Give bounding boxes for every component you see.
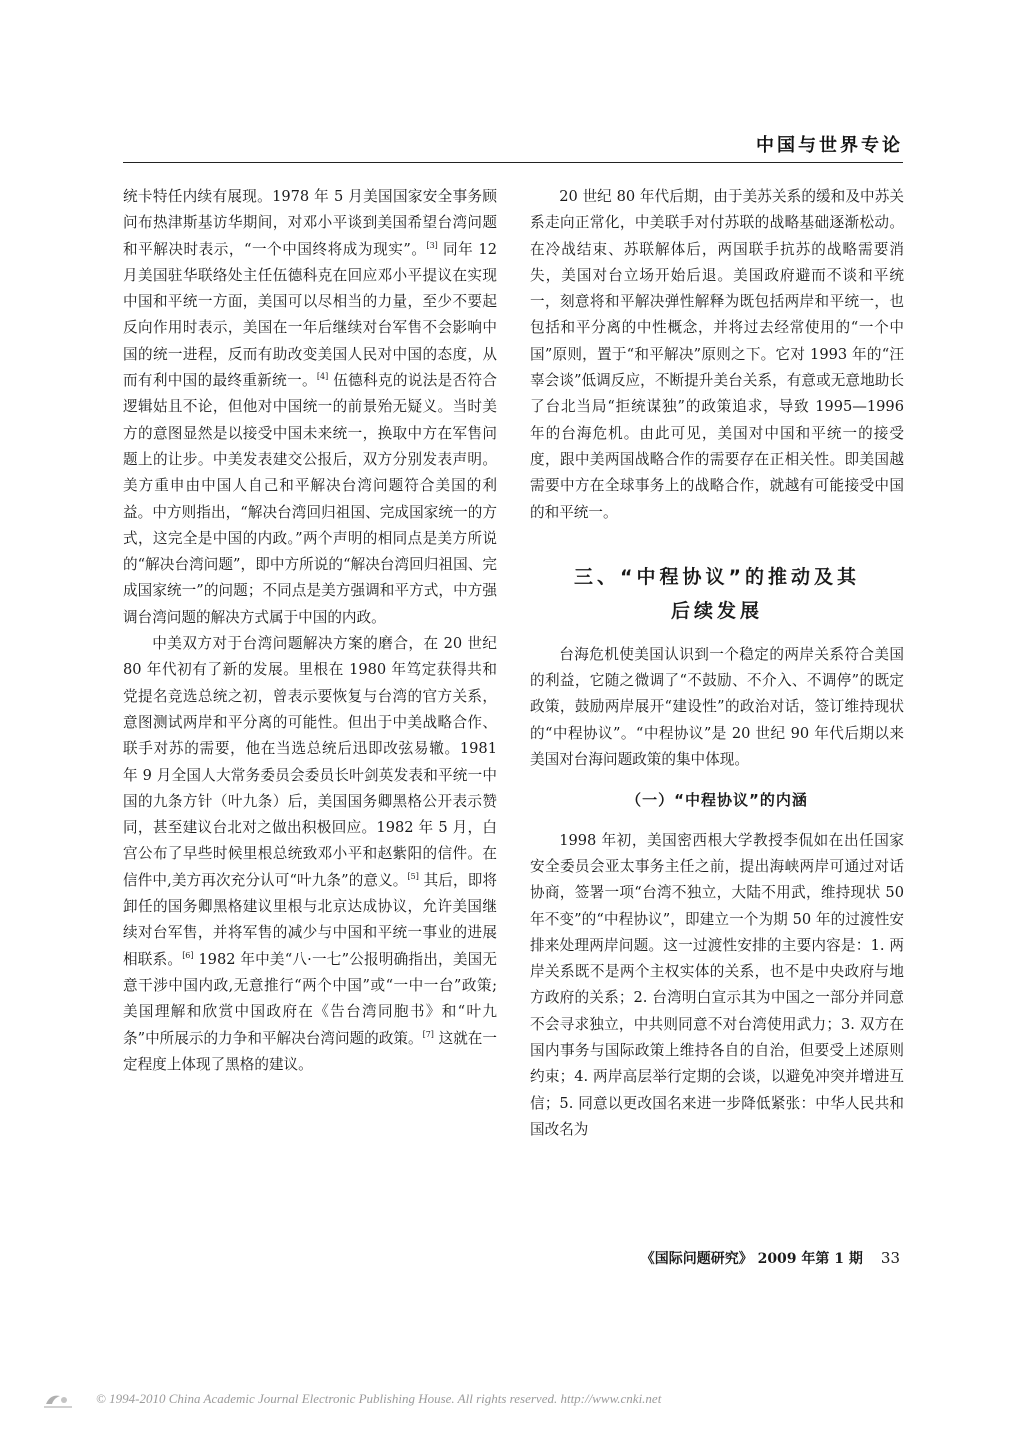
text-run: 其后，即将卸任的国务卿黑格建议里根与北京达成协议，允许美国继续对台军售，并将军售的减少与中国和平统一事业的进展相联系。 (123, 871, 498, 968)
text-run: 这就在一定程度上体现了黑格的建议。 (123, 1029, 497, 1073)
citation-marker: [7] (422, 1029, 434, 1039)
copyright-bar (40, 1390, 840, 1410)
body-paragraph (123, 631, 497, 1078)
text-run: 中美双方对于台湾问题解决方案的磨合，在 20 世纪 80 年代初有了新的发展。里根在 1980 年笃定获得共和党提名竞选总统之初，曾表示要恢复与台湾的官方关系，意图测试两岸和平分离的可能性。但出于中美战略合作、联手对苏的需要，他在当选总统后迅即改弦易辙。1981 年 9 月全国人大常务委员会委员长叶剑英发表和平统一中国的九条方针（叶九条）后，美国国务卿黑格公开表示赞同，甚至建议台北对之做出积极回应。1982 年 5 月，白宫公布了早些时候里根总统致邓小平和赵紫阳的信件。在信件中,美方再次充分认可“叶九条”的意义。 (123, 635, 497, 889)
cnki-logo-icon (40, 1390, 76, 1410)
body-paragraph: 20 世纪 80 年代后期，由于美苏关系的缓和及中苏关系走向正常化，中美联手对付苏联的战略基础逐渐松动。在冷战结束、苏联解体后，两国联手抗苏的战略需要消失，美国对台立场开始后退。美国政府避而不谈和平统一，刻意将和平解决弹性解释为既包括两岸和平统一，也包括和平分离的中性概念，并将过去经常使用的“一个中国”原则，置于“和平解决”原则之下。它对 1993 年的“汪辜会谈”低调反应，不断提升美台关系，有意或无意地助长了台北当局“拒统谋独”的政策追求，导致 1995—1996 年的台海危机。由此可见，美国对中国和平统一的接受度，跟中美两国战略合作的需要存在正相关性。即美国越需要中方在全球事务上的战略合作，就越有可能接受中国的和平统一。 (530, 188, 904, 521)
page-number: 33 (880, 1249, 900, 1267)
running-header (123, 131, 903, 163)
page-footer (440, 1248, 900, 1268)
journal-citation: 《国际问题研究》 2009 年第 1 期 (640, 1251, 863, 1267)
citation-marker: [5] (407, 871, 419, 881)
copyright-text: © 1994-2010 China Academic Journal Electronic Publishing House. All rights reserved. http://www.cnki.net (96, 1390, 662, 1406)
citation-marker: [6] (182, 950, 194, 960)
citation-marker: [4] (316, 372, 329, 382)
subsection-heading: （一）“中程协议”的内涵 (626, 791, 808, 810)
text-run: 伍德科克的说法是否符合逻辑姑且不论，但他对中国统一的前景殆无疑义。当时美方的意图显然是以接受中国未来统一，换取中方在军售问题上的让步。中美发表建交公报后，双方分别发表声明。美方重申由中国人自己和平解决台湾问题符合美国的利益。中方则指出，“解决台湾回归祖国、完成国家统一的方式，这完全是中国的内政。”两个声明的相同点是美方所说的“解决台湾问题”，即中方所说的“解决台湾回归祖国、完成国家统一”的问题；不同点是美方强调和平方式，中方强调台湾问题的解决方式属于中国的内政。 (123, 372, 497, 626)
body-paragraph (123, 184, 497, 631)
text-run: 1982 年中美“八·一七”公报明确指出，美国无意干涉中国内政,无意推行“两个中国”或“一中一台”政策;美国理解和欣赏中国政府在《告台湾同胞书》和“叶九条”中所展示的力争和平解决台湾问题的政策。 (123, 950, 497, 1047)
section-heading-line: 三、“中程协议”的推动及其 (574, 565, 860, 588)
header-rule (123, 162, 903, 163)
left-column (123, 184, 497, 1078)
body-paragraph: 1998 年初，美国密西根大学教授李侃如在出任国家安全委员会亚太事务主任之前，提出海峡两岸可通过对话协商，签署一项“台湾不独立，大陆不用武，维持现状 50 年不变”的“中程协议”，即建立一个为期 50 年的过渡性安排来处理两岸问题。这一过渡性安排的主要内容是：1. 两岸关系既不是两个主权实体的关系，也不是中央政府与地方政府的关系；2. 台湾明白宣示其为中国之一部分并同意不会寻求独立，中共则同意不对台湾使用武力；3. 双方在国内事务与国际政策上维持各自的自治，但要受上述原则约束；4. 两岸高层举行定期的会谈，以避免冲突并增进互信；5. 同意以更改国名来进一步降低紧张：中华人民共和国改名为 (530, 831, 904, 1138)
text-run: 同年 12 月美国驻华联络处主任伍德科克在回应邓小平提议在实现中国和平统一方面，美国可以尽相当的力量，至少不要起反向作用时表示，美国在一年后继续对台军售不会影响中国的统一进程，反而有助改变美国人民对中国的态度，从而有利中国的最终重新统一。 (123, 240, 497, 390)
section-title: 中国与世界专论 (756, 135, 903, 156)
right-column (530, 184, 904, 1143)
section-heading-line: 后续发展 (670, 599, 763, 622)
body-paragraph: 台海危机使美国认识到一个稳定的两岸关系符合美国的利益，它随之微调了“不鼓励、不介入、不调停”的既定政策，鼓励两岸展开“建设性”的政治对话，签订维持现状的“中程协议”。“中程协议”是 20 世纪 90 年代后期以来美国对台海问题政策的集中体现。 (530, 645, 904, 769)
text-run: 统卡特任内续有展现。1978 年 5 月美国国家安全事务顾问布热津斯基访华期间，对邓小平谈到美国希望台湾问题和平解决时表示，“一个中国终将成为现实”。 (123, 188, 497, 258)
citation-marker: [3] (426, 240, 438, 250)
section-heading (530, 560, 904, 628)
